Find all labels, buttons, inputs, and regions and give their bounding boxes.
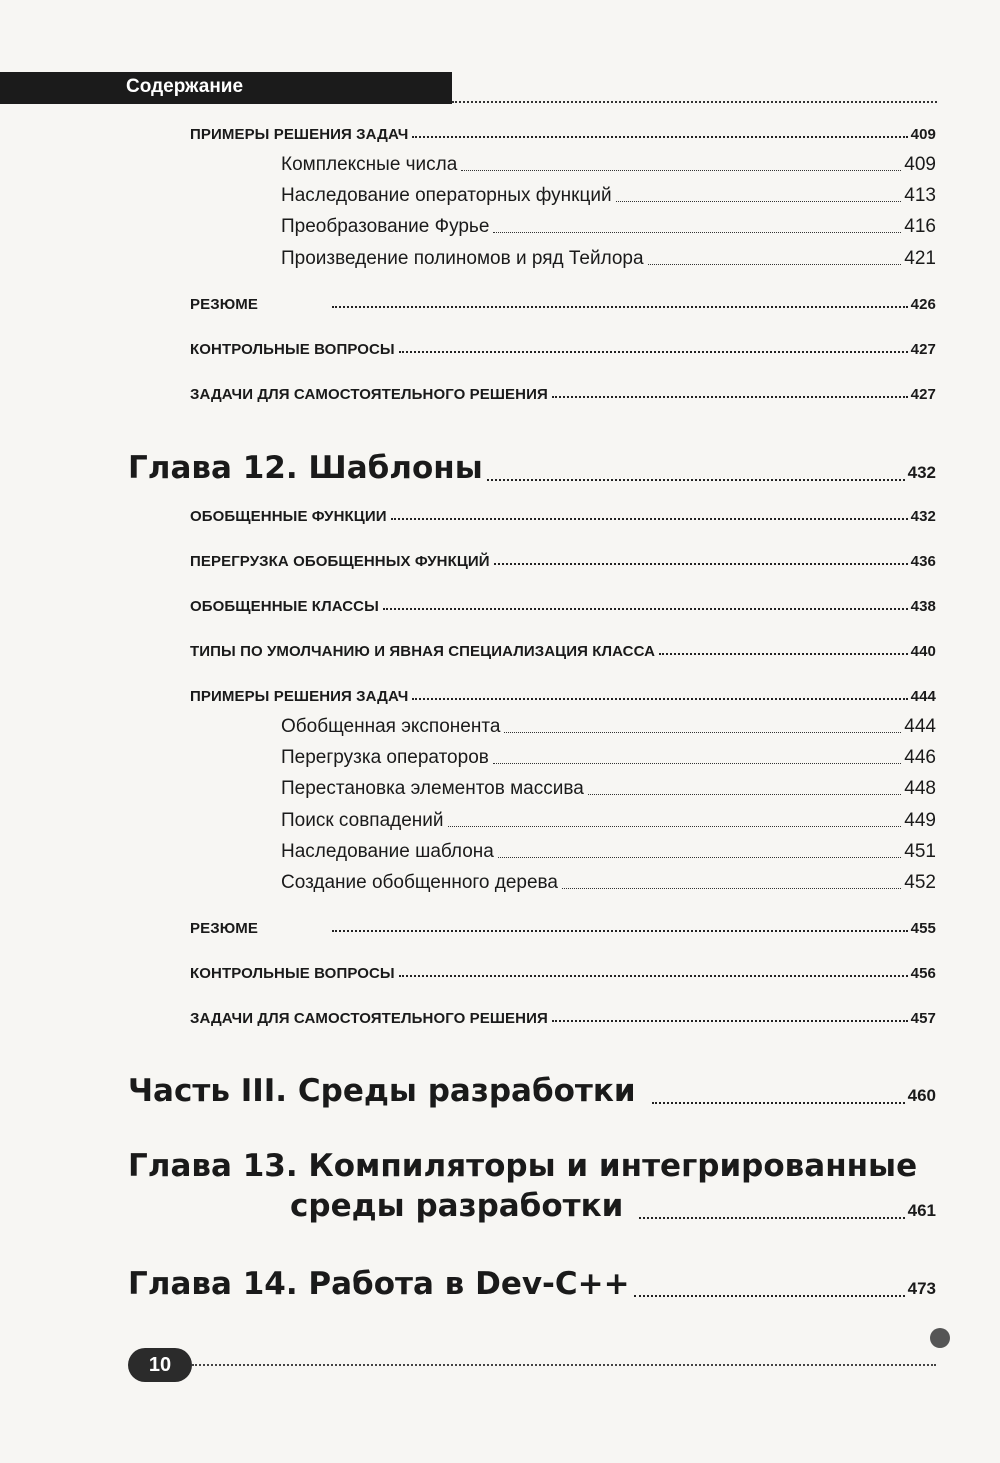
toc-entry-examples-2[interactable] [190, 688, 936, 705]
toc-chapter-page: 473 [907, 1279, 936, 1298]
toc-subentry-title: Поиск совпадений [281, 810, 444, 831]
toc-chapter-title: Глава 14. Работа в Dev-C++ [128, 1266, 630, 1302]
dot-leader [552, 396, 908, 398]
toc-entry-page: 457 [910, 1010, 936, 1027]
toc-subentry-title: Создание обобщенного дерева [281, 872, 559, 893]
toc-subentry-title: Произведение полиномов и ряд Тейлора [281, 248, 644, 269]
toc-entry-page: 456 [910, 965, 936, 982]
toc-subentry-page: 421 [904, 248, 936, 269]
toc-subentry-page: 409 [904, 154, 936, 175]
dot-leader [504, 732, 901, 733]
toc-chapter-12[interactable] [128, 450, 936, 486]
dot-leader [399, 975, 908, 977]
toc-subentry[interactable] [281, 810, 936, 832]
toc-chapter-title: Глава 12. Шаблоны [128, 450, 483, 486]
toc-chapter-page: 461 [907, 1201, 936, 1220]
toc-subentry-title: Преобразование Фурье [281, 216, 490, 237]
toc-subentry[interactable] [281, 841, 936, 863]
dot-leader [634, 1295, 905, 1297]
toc-entry-questions-2[interactable] [190, 965, 936, 982]
toc-subentry-page: 416 [904, 216, 936, 237]
dot-leader [391, 518, 908, 520]
dot-leader [412, 698, 907, 700]
toc-entry-page: 440 [910, 643, 936, 660]
toc-subentry-title: Наследование операторных функций [281, 185, 612, 206]
toc-subentry-title: Комплексные числа [281, 154, 458, 175]
toc-entry-title: РЕЗЮМЕ [190, 920, 258, 937]
toc-entry-tasks-2[interactable] [190, 1010, 936, 1027]
header-title: Содержание [126, 76, 244, 97]
toc-entry-title: РЕЗЮМЕ [190, 296, 258, 313]
toc-entry-title: ПРИМЕРЫ РЕШЕНИЯ ЗАДАЧ [190, 126, 409, 143]
toc-part-3[interactable] [128, 1073, 936, 1109]
toc-chapter-title-line2: среды разработки [290, 1188, 624, 1224]
toc-subentry-page: 444 [904, 716, 936, 737]
dot-leader [412, 136, 907, 138]
toc-entry-page: 426 [910, 296, 936, 313]
toc-subentry-title: Наследование шаблона [281, 841, 494, 862]
toc-subentry-title: Перегрузка операторов [281, 747, 489, 768]
header-rule [452, 101, 937, 103]
toc-entry-page: 432 [910, 508, 936, 525]
toc-chapter-13[interactable] [290, 1188, 936, 1224]
dot-leader [332, 930, 908, 932]
toc-entry-page: 427 [910, 386, 936, 403]
dot-leader [448, 826, 902, 827]
toc-subentry[interactable] [281, 154, 936, 176]
toc-subentry[interactable] [281, 747, 936, 769]
toc-subentry-title: Перестановка элементов массива [281, 778, 584, 799]
dot-leader [652, 1102, 905, 1104]
toc-entry-page: 444 [910, 688, 936, 705]
dot-leader [399, 351, 908, 353]
toc-subentry-page: 452 [904, 872, 936, 893]
toc-chapter-page: 432 [907, 463, 936, 482]
dot-leader [498, 857, 901, 858]
dot-leader [383, 608, 908, 610]
toc-entry-title: ЗАДАЧИ ДЛЯ САМОСТОЯТЕЛЬНОГО РЕШЕНИЯ [190, 1010, 548, 1027]
dot-leader [659, 653, 908, 655]
toc-subentry-page: 451 [904, 841, 936, 862]
toc-entry-generic-functions[interactable] [190, 508, 936, 525]
toc-entry-default-types[interactable] [190, 643, 936, 660]
dot-leader [552, 1020, 908, 1022]
toc-subentry-title: Обобщенная экспонента [281, 716, 501, 737]
toc-entry-overloading[interactable] [190, 553, 936, 570]
toc-subentry-page: 413 [904, 185, 936, 206]
toc-entry-title: ПЕРЕГРУЗКА ОБОБЩЕННЫХ ФУНКЦИЙ [190, 553, 490, 570]
toc-entry-title: ТИПЫ ПО УМОЛЧАНИЮ И ЯВНАЯ СПЕЦИАЛИЗАЦИЯ КЛАССА [190, 643, 656, 660]
toc-chapter-14[interactable] [128, 1266, 936, 1302]
toc-entry-summary-1[interactable] [190, 296, 936, 313]
toc-entry-title: ОБОБЩЕННЫЕ КЛАССЫ [190, 598, 379, 615]
toc-entry-tasks-1[interactable] [190, 386, 936, 403]
toc-entry-title: КОНТРОЛЬНЫЕ ВОПРОСЫ [190, 965, 395, 982]
toc-entry-page: 409 [910, 126, 936, 143]
toc-entry-title: ПРИМЕРЫ РЕШЕНИЯ ЗАДАЧ [190, 688, 409, 705]
toc-entry-page: 438 [910, 598, 936, 615]
page-number-badge [128, 1348, 192, 1382]
footer-rule [192, 1364, 936, 1366]
dot-leader [493, 232, 901, 233]
toc-part-title: Часть III. Среды разработки [128, 1073, 636, 1109]
dot-leader [639, 1217, 904, 1219]
toc-entry-questions-1[interactable] [190, 341, 936, 358]
footer-dot-ornament [930, 1328, 950, 1348]
dot-leader [588, 794, 901, 795]
toc-subentry-page: 446 [904, 747, 936, 768]
page-number: 10 [148, 1353, 172, 1376]
toc-subentry[interactable] [281, 216, 936, 238]
toc-entry-title: ОБОБЩЕННЫЕ ФУНКЦИИ [190, 508, 387, 525]
dot-leader [616, 201, 902, 202]
toc-subentry[interactable] [281, 185, 936, 207]
toc-entry-title: ЗАДАЧИ ДЛЯ САМОСТОЯТЕЛЬНОГО РЕШЕНИЯ [190, 386, 548, 403]
dot-leader [562, 888, 901, 889]
dot-leader [493, 763, 901, 764]
dot-leader [487, 479, 905, 481]
dot-leader [648, 264, 902, 265]
toc-subentry[interactable] [281, 778, 936, 800]
toc-chapter-13-title-line1[interactable]: Глава 13. Компиляторы и интегрированные [128, 1148, 918, 1184]
dot-leader [494, 563, 908, 565]
toc-subentry[interactable] [281, 716, 936, 738]
dot-leader [461, 170, 901, 171]
toc-subentry-page: 449 [904, 810, 936, 831]
toc-entry-page: 427 [910, 341, 936, 358]
toc-entry-examples-1[interactable] [190, 126, 936, 143]
toc-part-page: 460 [907, 1086, 936, 1105]
toc-entry-page: 436 [910, 553, 936, 570]
toc-entry-title: КОНТРОЛЬНЫЕ ВОПРОСЫ [190, 341, 395, 358]
toc-entry-generic-classes[interactable] [190, 598, 936, 615]
toc-subentry[interactable] [281, 248, 936, 270]
dot-leader [332, 306, 908, 308]
toc-subentry-page: 448 [904, 778, 936, 799]
toc-subentry[interactable] [281, 872, 936, 894]
toc-entry-summary-2[interactable] [190, 920, 936, 937]
toc-entry-page: 455 [910, 920, 936, 937]
